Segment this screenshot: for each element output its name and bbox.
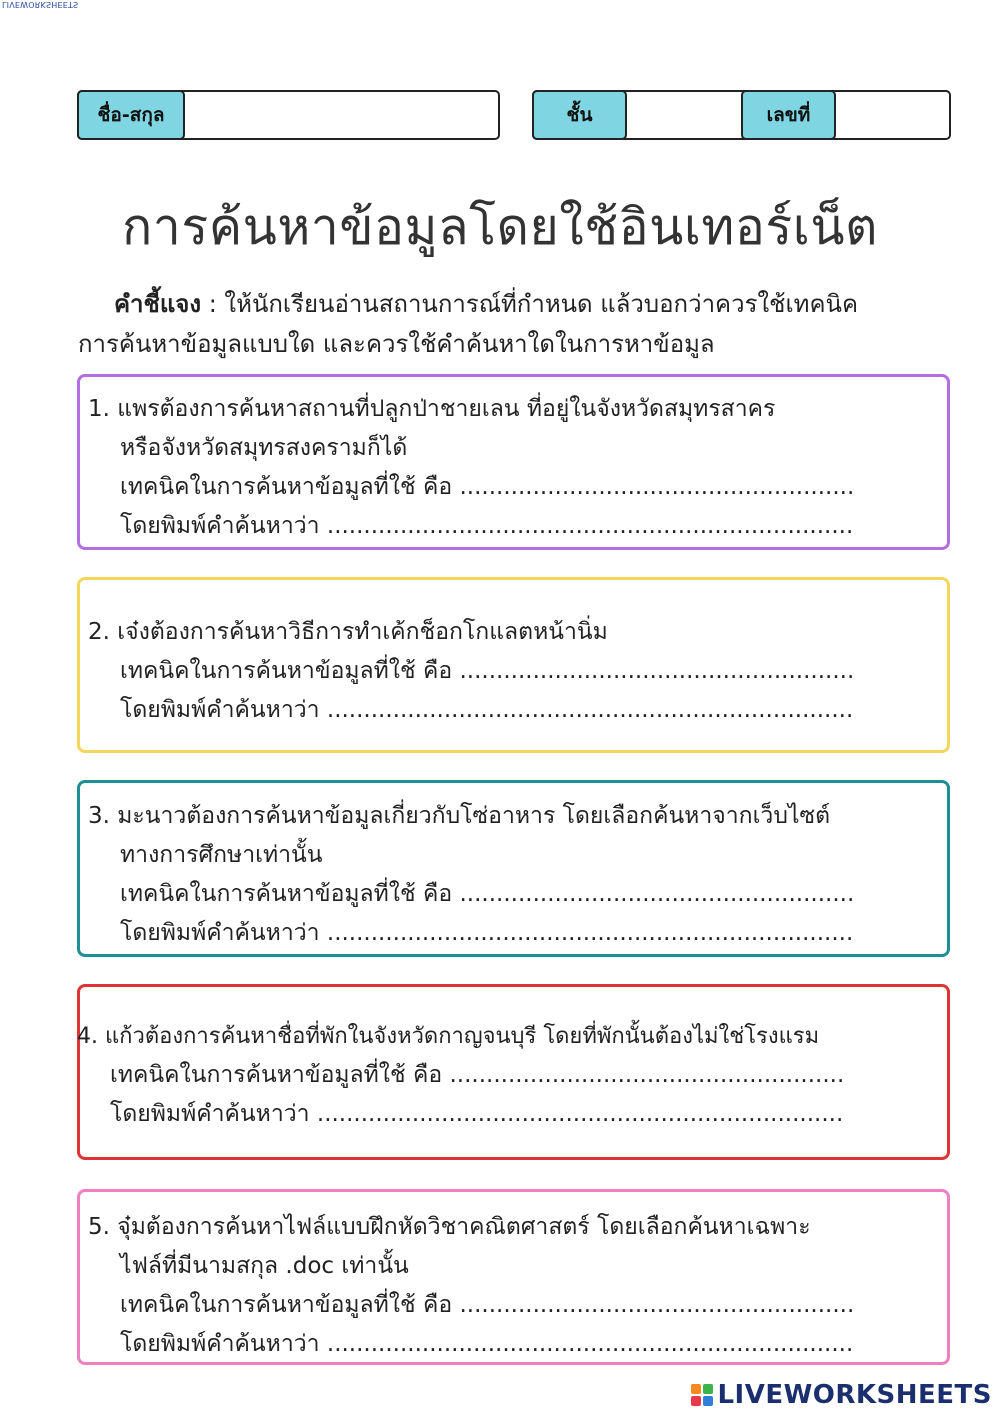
question-3-text: 3. มะนาวต้องการค้นหาข้อมูลเกี่ยวกับโซ่อาหาร โดยเลือกค้นหาจากเว็บไซต์ [88, 803, 831, 829]
question-5-text-cont: ไฟล์ที่มีนามสกุล .doc เท่านั้น [120, 1253, 409, 1279]
logo-square-4 [703, 1396, 713, 1406]
question-3-technique-answer[interactable]: เทคนิคในการค้นหาข้อมูลที่ใช้ คือ ...................................................... [120, 881, 855, 907]
question-1-text-cont: หรือจังหวัดสมุทรสงครามก็ได้ [120, 435, 408, 461]
question-3-text-cont: ทางการศึกษาเท่านั้น [120, 842, 323, 868]
question-4-technique-answer[interactable]: เทคนิคในการค้นหาข้อมูลที่ใช้ คือ ...................................................... [110, 1062, 845, 1088]
question-2-text: 2. เจ๋งต้องการค้นหาวิธีการทำเค้กช็อกโกแลตหน้านิ่ม [88, 619, 608, 645]
instructions-text-2: การค้นหาข้อมูลแบบใด และควรใช้คำค้นหาใดในการหาข้อมูล [78, 330, 715, 358]
name-field [77, 90, 500, 140]
instructions [78, 284, 958, 364]
question-box-5 [77, 1189, 950, 1365]
question-5-keyword-answer[interactable]: โดยพิมพ์คำค้นหาว่า ........................................................................ [120, 1331, 854, 1357]
instructions-line-1 [78, 284, 958, 324]
logo-square-1 [691, 1384, 701, 1394]
question-box-1 [77, 374, 950, 550]
class-input[interactable] [629, 92, 741, 138]
question-box-3 [77, 780, 950, 957]
page-title: การค้นหาข้อมูลโดยใช้อินเทอร์เน็ต [121, 198, 879, 256]
question-4-keyword-answer[interactable]: โดยพิมพ์คำค้นหาว่า ........................................................................ [110, 1101, 844, 1127]
question-box-4 [77, 984, 950, 1160]
logo-text: LIVEWORKSHEETS [717, 1380, 992, 1410]
question-2-keyword-answer[interactable]: โดยพิมพ์คำค้นหาว่า ........................................................................ [120, 697, 854, 723]
name-label: ชื่อ-สกุล [77, 90, 185, 140]
question-4-text: 4. แก้วต้องการค้นหาชื่อที่พักในจังหวัดกาญจนบุรี โดยที่พักนั้นต้องไม่ใช่โรงแรม [77, 1024, 820, 1049]
instructions-lead: คำชี้แจง [114, 290, 202, 318]
logo-square-3 [691, 1396, 701, 1406]
question-1-text: 1. แพรต้องการค้นหาสถานที่ปลูกป่าชายเลน ที่อยู่ในจังหวัดสมุทรสาคร [88, 396, 776, 422]
number-label: เลขที่ [741, 90, 836, 140]
question-box-2 [77, 577, 950, 753]
class-number-field [532, 90, 951, 140]
question-1-keyword-answer[interactable]: โดยพิมพ์คำค้นหาว่า ........................................................................ [120, 513, 854, 539]
question-3-keyword-answer[interactable]: โดยพิมพ์คำค้นหาว่า ........................................................................ [120, 920, 854, 946]
question-5-technique-answer[interactable]: เทคนิคในการค้นหาข้อมูลที่ใช้ คือ ...................................................... [120, 1292, 855, 1318]
instructions-text-1: : ให้นักเรียนอ่านสถานการณ์ที่กำหนด แล้วบอกว่าควรใช้เทคนิค [201, 290, 859, 318]
question-2-technique-answer[interactable]: เทคนิคในการค้นหาข้อมูลที่ใช้ คือ ...................................................... [120, 658, 855, 684]
liveworksheets-logo [691, 1380, 992, 1410]
question-5-text: 5. จุ๋มต้องการค้นหาไฟล์แบบฝึกหัดวิชาคณิตศาสตร์ โดยเลือกค้นหาเฉพาะ [88, 1214, 811, 1240]
logo-mark-icon [691, 1384, 713, 1406]
question-1-technique-answer[interactable]: เทคนิคในการค้นหาข้อมูลที่ใช้ คือ ...................................................... [120, 474, 855, 500]
watermark-top: LIVEWORKSHEETS [2, 0, 79, 9]
logo-square-2 [703, 1384, 713, 1394]
name-input[interactable] [187, 92, 498, 138]
number-input[interactable] [836, 92, 949, 138]
class-label: ชั้น [532, 90, 627, 140]
